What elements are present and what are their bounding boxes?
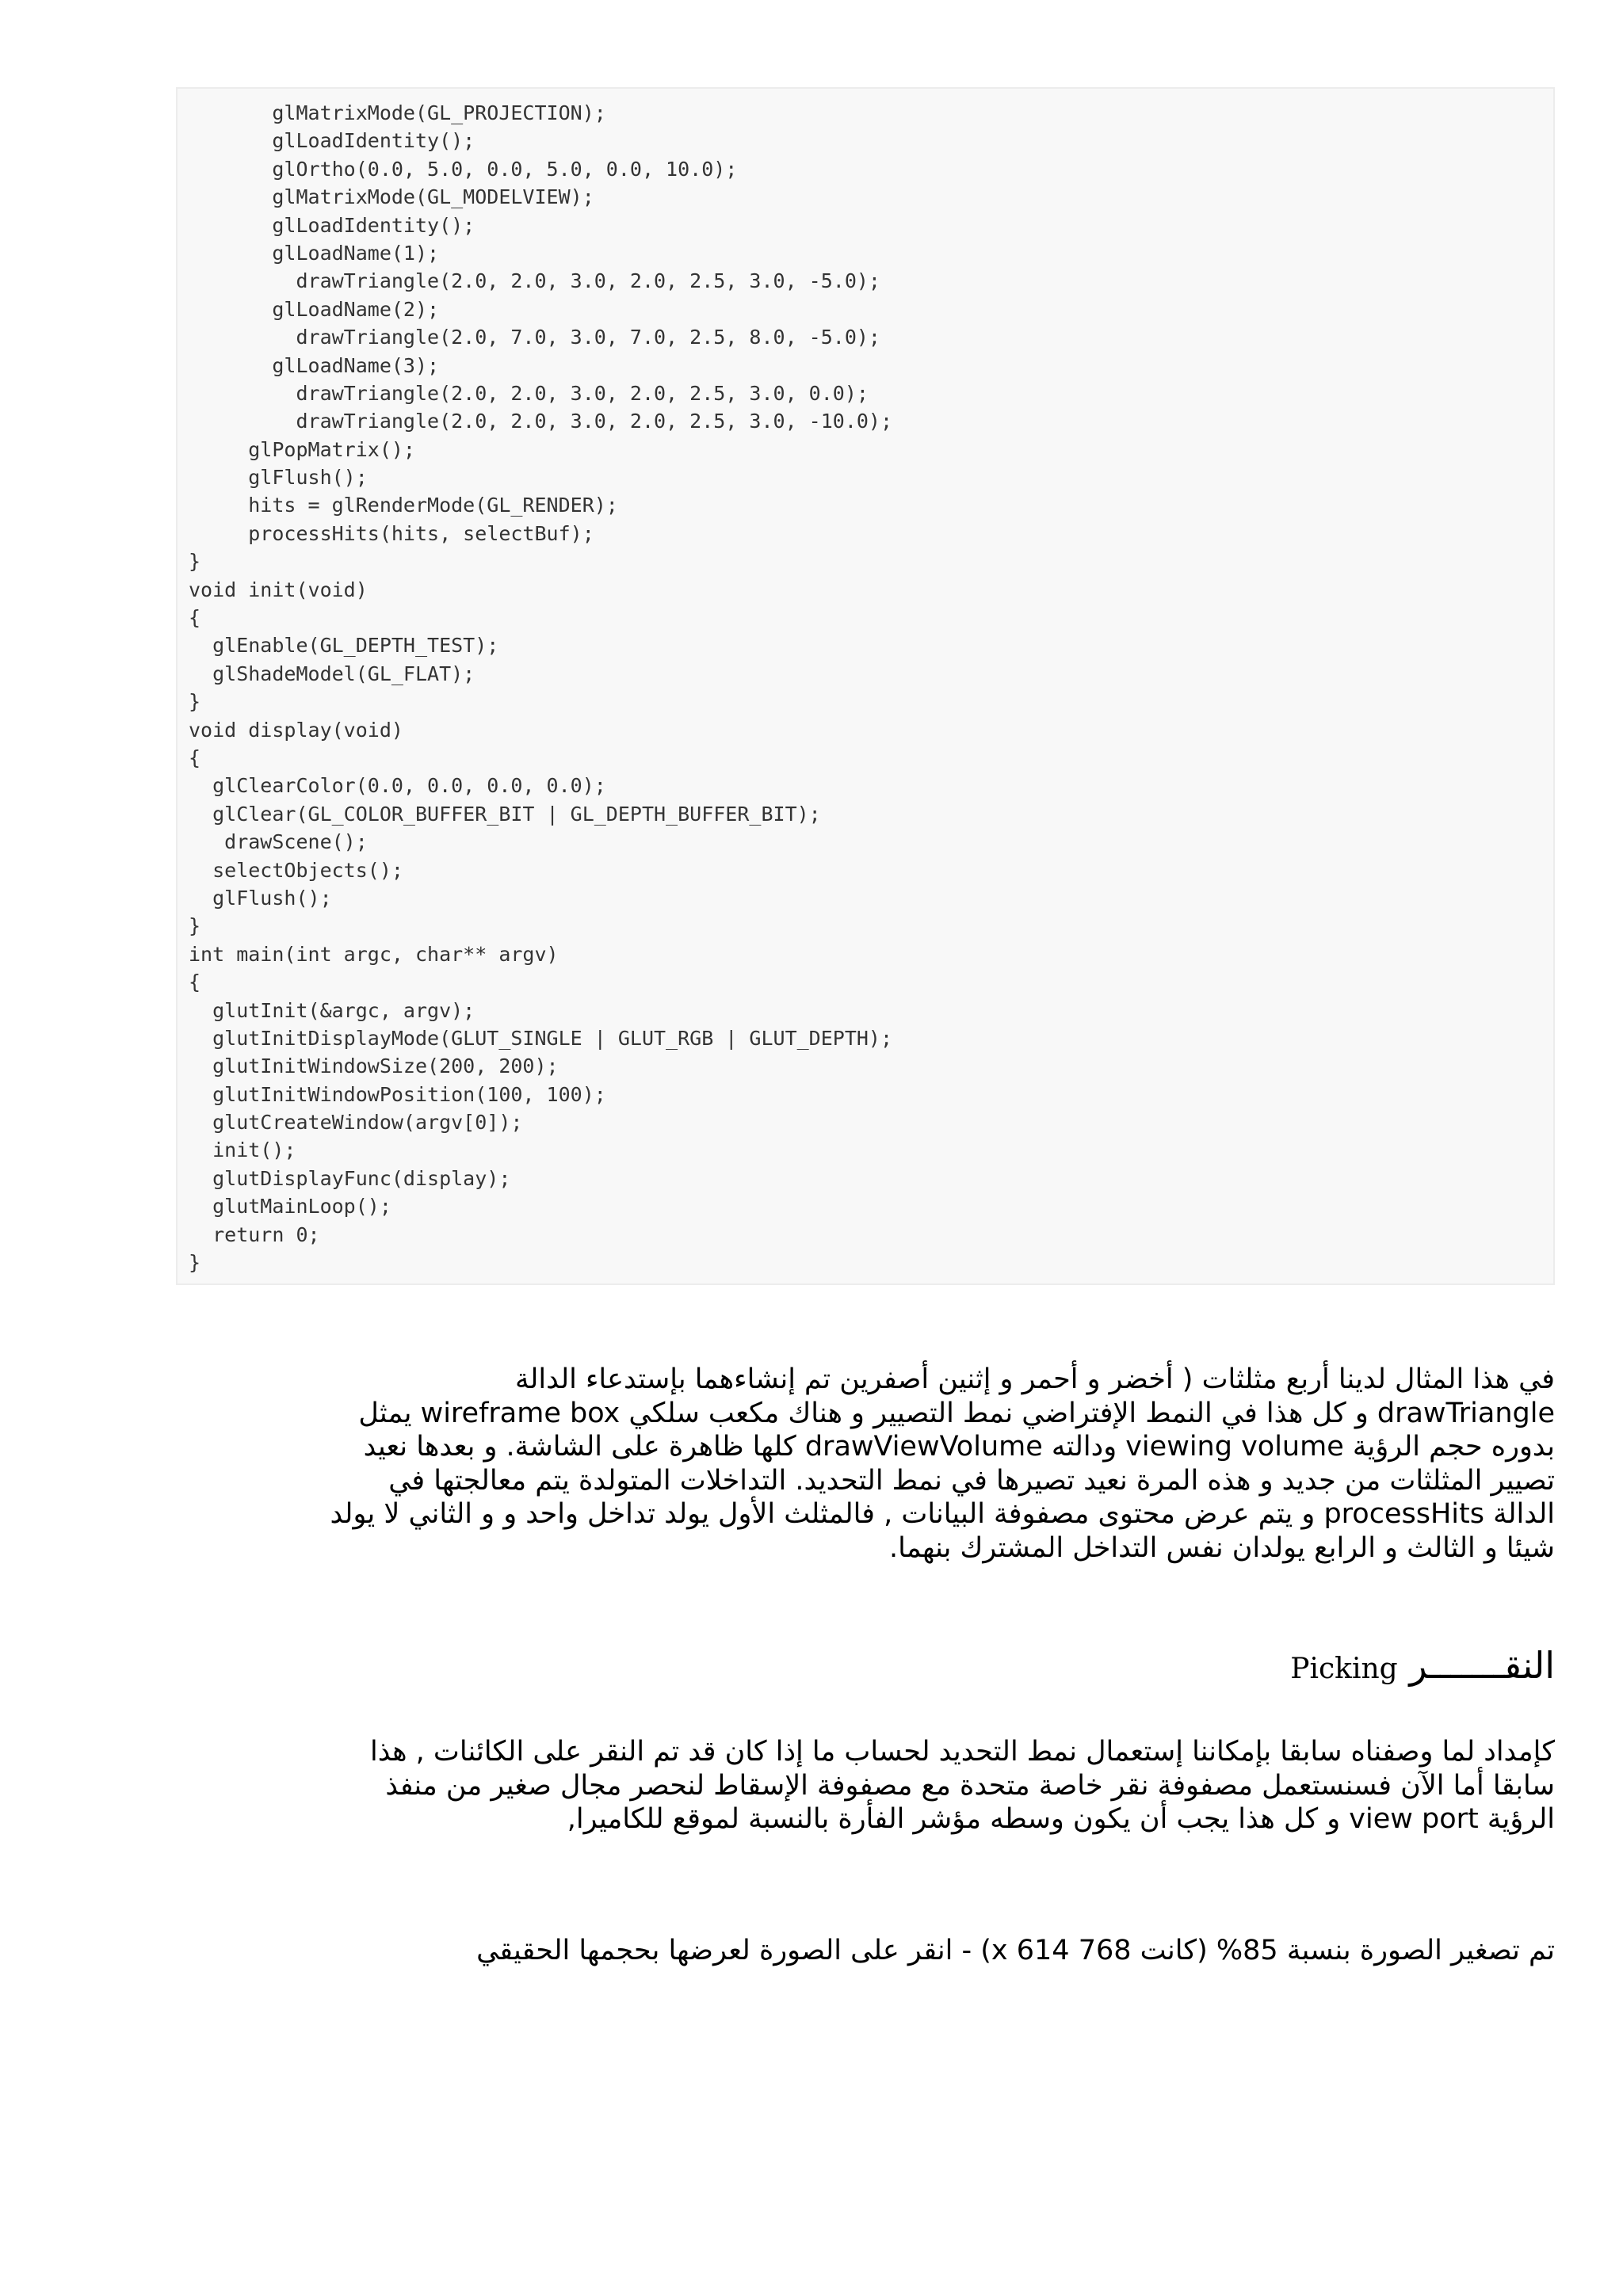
paragraph-line: شيئا و الثالث و الرابع يولدان نفس التداخل المشترك بنهما. [888,1531,1555,1564]
paragraph-line: في هذا المثال لدينا أربع مثلثات ( أخضر و أحمر و إثنين أصفرين تم إنشاءهما بإستدعاء الدالة [514,1363,1555,1395]
paragraph-line: الدالة processHits و يتم عرض محتوى مصفوفة البيانات , فالمثلث الأول يولد تداخل واحد و و الثاني لا يولد [330,1498,1555,1530]
code-line: { [189,971,201,994]
paragraph-line: بدوره حجم الرؤية viewing volume ودالته drawViewVolume كلها ظاهرة على الشاشة. و بعدها نعيد [363,1431,1555,1463]
code-line: drawScene(); [189,830,368,854]
code-line: glLoadName(2); [189,297,440,321]
code-line: glutInit(&argc, argv); [189,998,475,1022]
code-line: glFlush(); [189,886,332,910]
code-line: drawTriangle(2.0, 2.0, 3.0, 2.0, 2.5, 3.0, 0.0); [189,381,869,405]
code-line: } [189,914,201,938]
code-line: selectObjects(); [189,858,403,882]
picking-paragraph [160,1735,1555,1836]
code-line: glLoadName(3); [189,353,440,377]
code-line: hits = glRenderMode(GL_RENDER); [189,494,618,517]
paragraph-line: drawTriangle و كل هذا في النمط الإفتراضي نمط التصيير و هناك مكعب سلكي wireframe box يمثل [358,1397,1555,1429]
code-line: { [189,606,201,630]
code-line: return 0; [189,1222,320,1246]
code-line: glLoadIdentity(); [189,213,475,237]
code-line: glFlush(); [189,466,368,490]
paragraph-line: تصيير المثلثات من جديد و هذه المرة نعيد تصيرها في نمط التحديد. التداخلات المتولدة يتم معالجتها في [388,1464,1555,1497]
code-line: } [189,550,201,574]
code-line: processHits(hits, selectBuf); [189,521,594,545]
code-line: glutMainLoop(); [189,1195,391,1219]
code-line: glutInitWindowSize(200, 200); [189,1055,559,1078]
section-heading [160,1642,1555,1693]
code-line: int main(int argc, char** argv) [189,942,559,966]
code-line: glOrtho(0.0, 5.0, 0.0, 5.0, 0.0, 10.0); [189,157,738,181]
paragraph-line: الرؤية view port و كل هذا يجب أن يكون وسطه مؤشر الفأرة بالنسبة لموقع للكاميرا, [567,1803,1555,1835]
code-line: glLoadIdentity(); [189,129,475,153]
heading-arabic: النقـــــــر [1409,1644,1555,1687]
code-block [176,87,1555,1285]
image-resize-caption[interactable]: تم تصغير الصورة بنسبة 85% (كانت 768 x 614) - انقر على الصورة لعرضها بحجمها الحقيقي [476,1935,1555,1966]
code-line: glutInitDisplayMode(GLUT_SINGLE | GLUT_RGB | GLUT_DEPTH); [189,1026,893,1050]
code-line: glPopMatrix(); [189,437,415,461]
code-line: drawTriangle(2.0, 2.0, 3.0, 2.0, 2.5, 3.0, -5.0); [189,269,880,293]
code-line: glMatrixMode(GL_MODELVIEW); [189,185,594,209]
code-line: } [189,1251,201,1275]
paragraph-line: كإمداد لما وصفناه سابقا بإمكاننا إستعمال نمط التحديد لحساب ما إذا كان قد تم النقر على الكائنات , هذا [369,1736,1555,1768]
heading-latin: Picking [1290,1653,1398,1685]
code-line: glMatrixMode(GL_PROJECTION); [189,101,606,124]
code-line: init(); [189,1138,296,1162]
code-line: glutDisplayFunc(display); [189,1166,511,1190]
code-line: drawTriangle(2.0, 7.0, 3.0, 7.0, 2.5, 8.0, -5.0); [189,326,880,349]
code-line: { [189,746,201,769]
code-line: glLoadName(1); [189,241,440,265]
code-line: glShadeModel(GL_FLAT); [189,662,475,685]
code-line: glClear(GL_COLOR_BUFFER_BIT | GL_DEPTH_BUFFER_BIT); [189,802,821,826]
code-line: void display(void) [189,718,403,742]
code-line: } [189,690,201,714]
code-line: glClearColor(0.0, 0.0, 0.0, 0.0); [189,774,606,798]
paragraph-line: سابقا أما الآن فسنستعمل مصفوفة نقر خاصة متحدة مع مصفوفة الإسقاط لنحصر مجال صغير من منفذ [385,1769,1555,1802]
code-line: drawTriangle(2.0, 2.0, 3.0, 2.0, 2.5, 3.0, -10.0); [189,410,893,433]
code-line: glEnable(GL_DEPTH_TEST); [189,634,499,658]
code-line: glutCreateWindow(argv[0]); [189,1111,523,1135]
explanation-paragraph [160,1363,1555,1565]
code-line: glutInitWindowPosition(100, 100); [189,1082,606,1106]
code-line: void init(void) [189,578,368,601]
